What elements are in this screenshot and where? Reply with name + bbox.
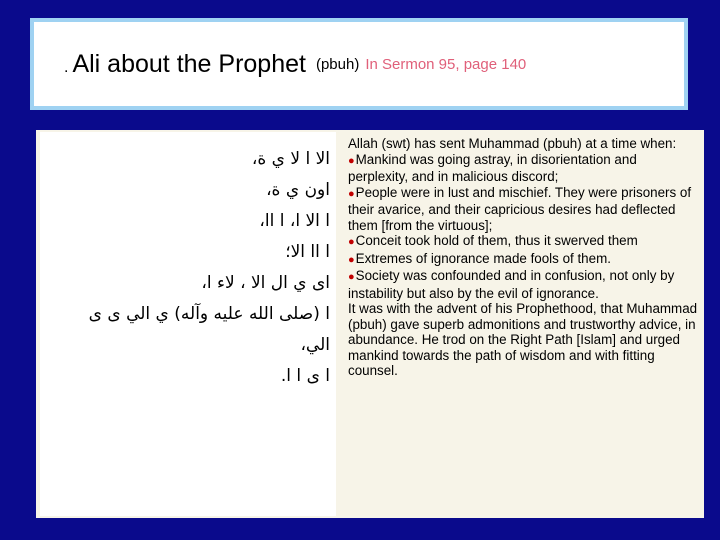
arabic-line: ا ى ا ا. bbox=[280, 366, 330, 386]
bullet-dot-icon: ● bbox=[348, 236, 355, 248]
bullet-item bbox=[348, 268, 698, 301]
bullet-text: Mankind was going astray, in disorientation and perplexity, and in malicious discord; bbox=[348, 151, 637, 184]
bullet-item bbox=[348, 152, 698, 185]
arabic-line: ا (صلى الله عليه وآله) ي الي ى ى bbox=[88, 304, 330, 324]
bullet-dot-icon: ● bbox=[348, 187, 355, 200]
title-pbuh: (pbuh) bbox=[315, 55, 360, 73]
title-box bbox=[34, 22, 684, 106]
content-panel bbox=[36, 130, 704, 518]
sermon-reference: In Sermon 95, page 140 bbox=[365, 55, 527, 73]
bullet-dot-icon: ● bbox=[348, 253, 355, 266]
bullet-text: Society was confounded and in confusion, not only by instability but also by the evil of ignorance. bbox=[348, 268, 675, 301]
arabic-line: اى ي ال الا ، لاء ا، bbox=[201, 273, 330, 293]
arabic-line: الا ا لا ي ة، bbox=[251, 149, 330, 169]
slide-title: Ali about the Prophet bbox=[72, 49, 306, 78]
bullet-dot-icon: ● bbox=[348, 154, 355, 167]
bullet-item bbox=[348, 251, 698, 269]
arabic-line: ا اا الا؛ bbox=[285, 242, 330, 262]
bullet-item bbox=[348, 185, 698, 234]
closing-paragraph: It was with the advent of his Prophethood, that Muhammad (pbuh) gave superb admonitions and trustworthy advice, in abundance. He trod on the Right Path [Islam] and urged mankind towards the path of wisdom and with fitting counsel. bbox=[348, 301, 698, 378]
arabic-line: اون ي ة، bbox=[266, 180, 330, 200]
intro-paragraph: Allah (swt) has sent Muhammad (pbuh) at a time when: bbox=[348, 136, 677, 151]
bullet-text: Extremes of ignorance made fools of them. bbox=[355, 250, 611, 266]
english-text-column bbox=[348, 136, 698, 379]
bullet-dot-icon: ● bbox=[348, 271, 355, 283]
arabic-text-column bbox=[40, 132, 336, 516]
arabic-line: الي، bbox=[300, 335, 330, 355]
title-frame bbox=[30, 18, 688, 110]
bullet-text: People were in lust and mischief. They were prisoners of their avarice, and their capricious desires had deflected them [from the virtuous]; bbox=[348, 184, 692, 233]
arabic-line: ا الا ا، ا اا، bbox=[259, 211, 330, 231]
bullet-item bbox=[348, 233, 698, 251]
bullet-text: Conceit took hold of them, thus it swerved them bbox=[355, 233, 638, 248]
title-dot: . bbox=[64, 59, 69, 76]
